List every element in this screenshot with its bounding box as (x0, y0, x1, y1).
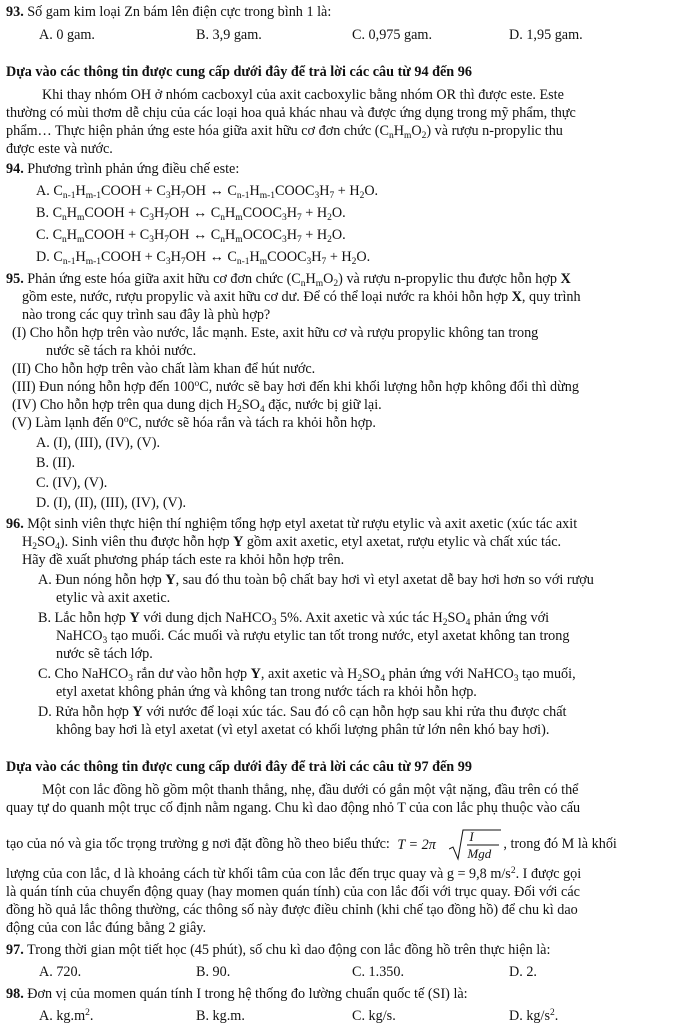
q98-option-c[interactable]: C. kg/s. (352, 1008, 396, 1024)
q94-option-b[interactable]: B. $C_nH_mCOOH + C_3H_7OH$ ↔ $C_nH_mCOOC_3H_7 + H_2O$. (36, 205, 346, 223)
passage-line: quay tự do quanh một trục cố định nằm ngang. Chu kì dao động nhỏ T của con lắc phụ thuộc vào cấu (6, 800, 581, 816)
section-heading-94-96: Dựa vào các thông tin được cung cấp dưới đây để trả lời các câu từ 94 đến 96 (6, 64, 472, 80)
q93-option-b[interactable]: B. 3,9 gam. (196, 27, 262, 43)
q96-option-a[interactable]: A. Đun nóng hỗn hợp Y, sau đó thu toàn bộ chất bay hơi vì etyl axetat dễ bay hơi hơn so với rượu (38, 572, 594, 588)
q95-option-b[interactable]: B. (II). (36, 455, 76, 471)
q95-option-a[interactable]: A. (I), (III), (IV), (V). (36, 435, 161, 451)
q93-option-c[interactable]: C. 0,975 gam. (352, 27, 432, 43)
passage-line: động của con lắc đúng bằng 2 giây. (6, 920, 207, 936)
q93-option-a[interactable]: A. 0 gam. (39, 27, 95, 43)
q98-option-d[interactable]: D. $kg/s^2$. (509, 1008, 559, 1024)
q94-option-d[interactable]: D. $C_{n-1}H_{m-1}COOH + C_3H_7OH$ ↔ $C_{n-1}H_mCOOC_3H_7 + H_2O$. (36, 249, 371, 267)
q93-option-d[interactable]: D. 1,95 gam. (509, 27, 583, 43)
passage-line: là quán tính của chuyển động quay (hay momen quán tính) của con lắc đối với trục quay. Đối với các (6, 884, 580, 900)
passage-line: được este và nước. (6, 141, 113, 157)
q94-option-a[interactable]: A. $C_{n-1}H_{m-1}COOH + C_3H_7OH$ ↔ $C_{n-1}H_{m-1}COOC_3H_7 + H_2O$. (36, 183, 379, 201)
passage-line-formula: tạo của nó và gia tốc trọng trường g nơi đặt đồng hồ theo biểu thức: T = 2π I Mgd , trong đó M là khối (6, 828, 617, 861)
q95-step-ii: (II) Cho hỗn hợp trên vào chất làm khan để hút nước. (12, 361, 316, 377)
q96-option-d[interactable]: D. Rửa hỗn hợp Y với nước để loại xúc tác. Sau đó cô cạn hỗn hợp sau khi rửa thu được chất (38, 704, 567, 720)
q97-stem: 97. Trong thời gian một tiết học (45 phút), số chu kì dao động con lắc đồng hồ trên thực hiện là: (6, 942, 551, 958)
q94-option-c[interactable]: C. $C_nH_mCOOH + C_3H_7OH$ ↔ $C_nH_mOCOC_3H_7 + H_2O$. (36, 227, 346, 245)
q97-option-a[interactable]: A. 720. (39, 964, 82, 980)
q95-stem-line: gồm este, nước, rượu propylic và axit hữu cơ dư. Để có thể loại nước ra khỏi hỗn hợp X, quy trình (22, 289, 581, 305)
q95-step-iii: (III) Đun nóng hỗn hợp đến 100$^o$C, nước sẽ bay hơi đến khi khối lượng hỗn hợp không đổi thì dừng (12, 379, 579, 395)
q95-option-d[interactable]: D. (I), (II), (III), (IV), (V). (36, 495, 187, 511)
q96-option-b-cont: nước sẽ tách lớp. (56, 646, 153, 662)
passage-line: phẩm… Thực hiện phản ứng este hóa giữa axit hữu cơ đơn chức $(C_nH_mO_2)$ và rượu n-propylic thu (6, 123, 563, 141)
q96-option-c-cont: etyl axetat không phản ứng và không tan trong nước tách ra khỏi hỗn hợp. (56, 684, 477, 700)
q96-stem-line: 96. Một sinh viên thực hiện thí nghiệm tổng hợp etyl axetat từ rượu etylic và axit axetic (xúc tác axit (6, 516, 578, 532)
q95-stem-line: 95. Phản ứng este hóa giữa axit hữu cơ đơn chức $(C_nH_mO_2)$ và rượu n-propylic thu được hỗn hợp X (6, 271, 571, 289)
q95-step-i: (I) Cho hỗn hợp trên vào nước, lắc mạnh. Este, axit hữu cơ và rượu propylic không tan trong (12, 325, 539, 341)
q95-step-iv: (IV) Cho hỗn hợp trên qua dung dịch $H_2SO_4$ đặc, nước bị giữ lại. (12, 397, 382, 415)
q96-option-b-cont: NaHCO$_3$ tạo muối. Các muối và rượu etylic tan tốt trong nước, etyl axetat không tan trong (56, 628, 570, 646)
section-heading-97-99: Dựa vào các thông tin được cung cấp dưới đây để trả lời các câu từ 97 đến 99 (6, 759, 472, 775)
q93-stem: 93. Số gam kim loại Zn bám lên điện cực trong bình 1 là: (6, 4, 332, 20)
q98-stem: 98. Đơn vị của momen quán tính I trong hệ thống đo lường chuẩn quốc tế (SI) là: (6, 986, 468, 1002)
q96-option-a-cont: etylic và axit axetic. (56, 590, 171, 606)
q96-option-c[interactable]: C. Cho NaHCO$_3$ rắn dư vào hỗn hợp Y, axit axetic và $H_2SO_4$ phản ứng với NaHCO$_3$ tạo muối, (38, 666, 576, 684)
q98-option-a[interactable]: A. $kg.m^2$. (39, 1008, 94, 1024)
q95-step-v: (V) Làm lạnh đến 0$^o$C, nước sẽ hóa rắn và tách ra khỏi hỗn hợp. (12, 415, 376, 431)
q97-option-d[interactable]: D. 2. (509, 964, 537, 980)
q95-step-i-cont: nước sẽ tách ra khỏi nước. (46, 343, 197, 359)
q96-option-d-cont: không bay hơi là etyl axetat (vì etyl axetat có khối lượng phân tử lớn nên khó bay hơi). (56, 722, 550, 738)
q96-stem-line: $H_2SO_4$). Sinh viên thu được hỗn hợp Y gồm axit axetic, etyl axetat, rượu etylic và chất xúc tác. (22, 534, 562, 552)
passage-line: đồng hồ quả lắc thông thường, các thông số này được điều chỉnh (khi chế tạo đồng hồ) để chu kì dao (6, 902, 578, 918)
passage-line: lượng của con lắc, d là khoảng cách từ khối tâm của con lắc đến trục quay và g = 9,8 $m/s^2$. I được gọi (6, 866, 582, 882)
q94-stem: 94. Phương trình phản ứng điều chế este: (6, 161, 240, 177)
period-formula: T = 2π I Mgd (393, 828, 503, 862)
passage-line: Một con lắc đồng hồ gồm một thanh thẳng, nhẹ, đầu dưới có gắn một vật nặng, đầu trên có thể (42, 782, 579, 798)
q98-option-b[interactable]: B. kg.m. (196, 1008, 245, 1024)
q95-stem-line: nào trong các quy trình sau đây là phù hợp? (22, 307, 271, 323)
q97-option-c[interactable]: C. 1.350. (352, 964, 405, 980)
q95-option-c[interactable]: C. (IV), (V). (36, 475, 108, 491)
q96-option-b[interactable]: B. Lắc hỗn hợp Y với dung dịch NaHCO$_3$ 5%. Axit axetic và xúc tác $H_2SO_4$ phản ứng với (38, 610, 550, 628)
q96-stem-line: Hãy đề xuất phương pháp tách este ra khỏi hỗn hợp trên. (22, 552, 345, 568)
passage-line: thường có mùi thơm dễ chịu của các loại hoa quả khác nhau và được ứng dụng trong mỹ phẩm, thực (6, 105, 576, 121)
q97-option-b[interactable]: B. 90. (196, 964, 231, 980)
passage-line: Khi thay nhóm OH ở nhóm cacboxyl của axit cacboxylic bằng nhóm OR thì được este. Este (42, 87, 564, 103)
